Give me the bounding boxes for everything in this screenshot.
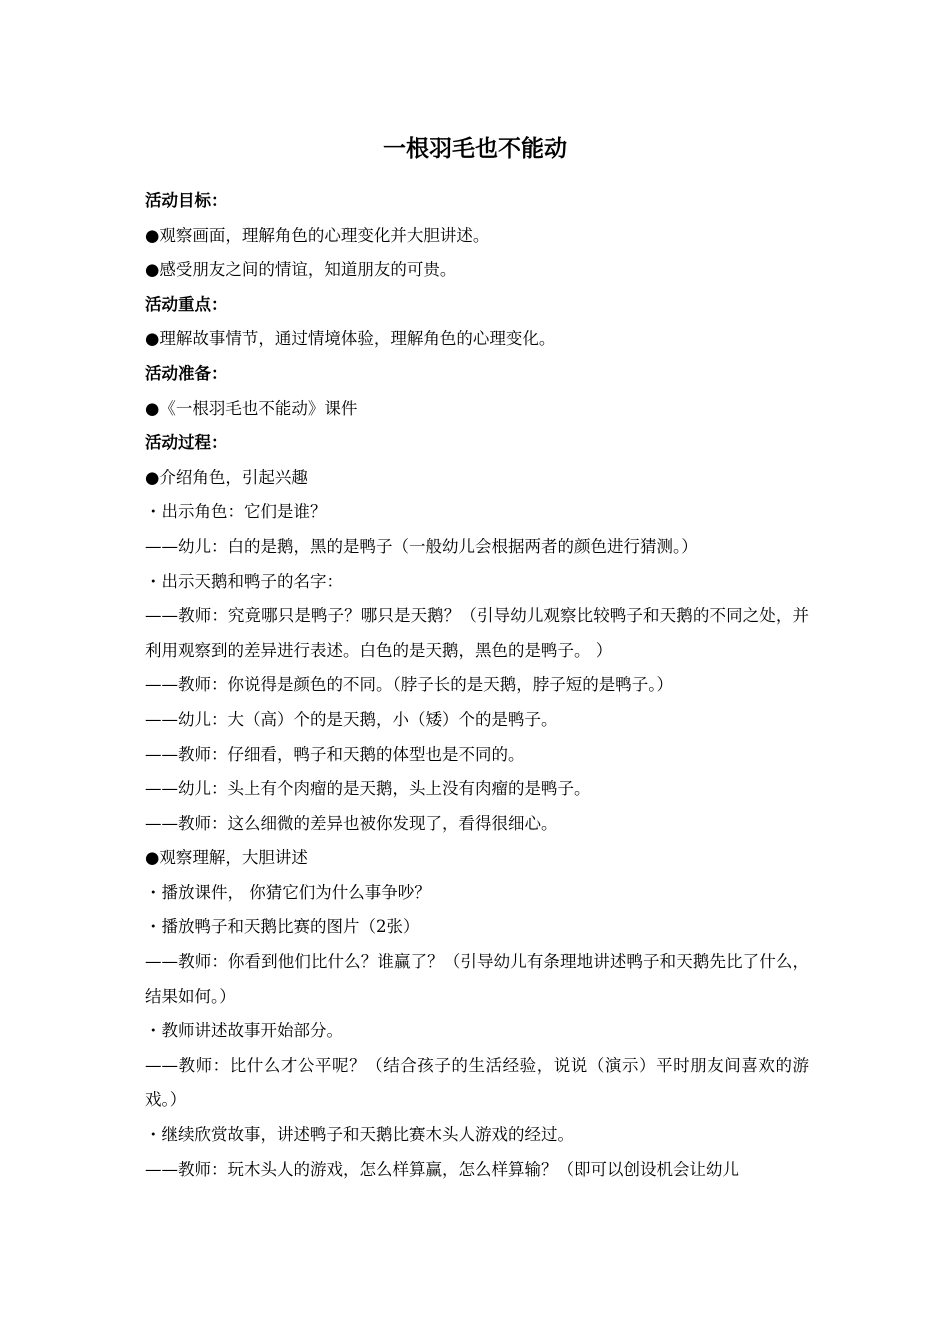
paragraph-line: ——教师：这么细微的差异也被你发现了，看得很细心。 bbox=[145, 813, 558, 833]
paragraph-line: ●观察画面，理解角色的心理变化并大胆讲述。 bbox=[145, 225, 490, 245]
paragraph-line: ●感受朋友之间的情谊，知道朋友的可贵。 bbox=[145, 260, 457, 280]
paragraph-line: ——幼儿：白的是鹅，黑的是鸭子（一般幼儿会根据两者的颜色进行猜测。） bbox=[145, 536, 698, 556]
paragraph-line: ——幼儿：大（高）个的是天鹅，小（矮）个的是鸭子。 bbox=[145, 709, 558, 729]
paragraph-line: ——教师：仔细看，鸭子和天鹅的体型也是不同的。 bbox=[145, 744, 525, 764]
paragraph-line: ・播放课件， 你猜它们为什么事争吵？ bbox=[145, 882, 431, 902]
section-heading: 活动重点： bbox=[145, 294, 228, 314]
paragraph-line: ●观察理解，大胆讲述 bbox=[145, 848, 308, 868]
paragraph-line: ・播放鸭子和天鹅比赛的图片（2张） bbox=[145, 917, 420, 937]
paragraph-line: ——教师：究竟哪只是鸭子？哪只是天鹅？（引导幼儿观察比较鸭子和天鹅的不同之处，并利用观察到的差异进行表述。白色的是天鹅，黑色的是鸭子。 ） bbox=[145, 606, 809, 660]
paragraph-line: ・出示天鹅和鸭子的名字： bbox=[145, 571, 343, 591]
section-heading: 活动目标： bbox=[145, 191, 228, 210]
paragraph-line: ——教师：玩木头人的游戏，怎么样算赢，怎么样算输？（即可以创设机会让幼儿 bbox=[145, 1159, 739, 1179]
paragraph-line: ・教师讲述故事开始部分。 bbox=[145, 1021, 343, 1041]
paragraph-line: ・出示角色：它们是谁？ bbox=[145, 502, 327, 522]
paragraph-line: ——幼儿：头上有个肉瘤的是天鹅，头上没有肉瘤的是鸭子。 bbox=[145, 779, 591, 799]
document-body bbox=[145, 184, 809, 1187]
section-heading: 活动准备： bbox=[145, 363, 228, 383]
paragraph-line: ●理解故事情节，通过情境体验，理解角色的心理变化。 bbox=[145, 329, 556, 349]
paragraph-line: ・继续欣赏故事，讲述鸭子和天鹅比赛木头人游戏的经过。 bbox=[145, 1125, 574, 1145]
section-heading: 活动过程： bbox=[145, 433, 228, 453]
paragraph-line: ●介绍角色，引起兴趣 bbox=[145, 467, 308, 487]
paragraph-line: ●《一根羽毛也不能动》课件 bbox=[145, 398, 358, 418]
paragraph-line: ——教师：比什么才公平呢？（结合孩子的生活经验，说说（演示）平时朋友间喜欢的游戏。） bbox=[145, 1055, 809, 1110]
document-title: 一根羽毛也不能动 bbox=[383, 136, 567, 162]
paragraph-line: ——教师：你看到他们比什么？谁赢了？（引导幼儿有条理地讲述鸭子和天鹅先比了什么，结果如何。） bbox=[145, 952, 809, 1006]
paragraph-line: ——教师：你说得是颜色的不同。（脖子长的是天鹅，脖子短的是鸭子。） bbox=[145, 675, 673, 695]
